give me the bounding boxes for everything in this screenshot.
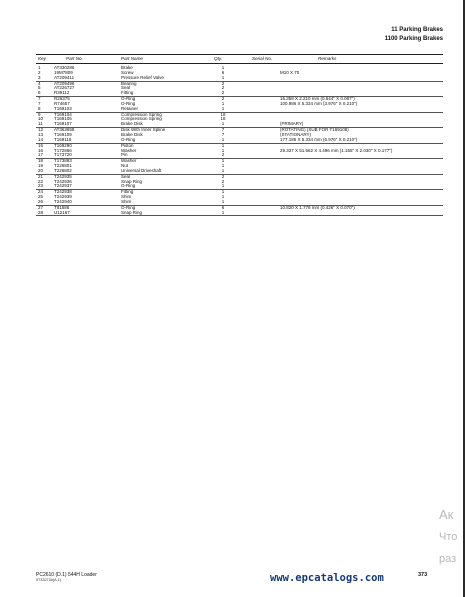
cell-key: 25 [38, 194, 44, 200]
parts-table [36, 66, 443, 216]
cell-key: 11 [38, 121, 43, 127]
cell-name: Snap Ring [121, 178, 143, 184]
cell-name: Fitting [121, 90, 134, 96]
section-title: 11 Parking Brakes [391, 27, 443, 33]
cell-name: O-Ring [121, 96, 136, 102]
row-group [36, 206, 443, 217]
cell-key: 13 [38, 131, 44, 137]
table-row [36, 76, 443, 81]
col-remarks: Remarks [318, 56, 337, 61]
row-group [36, 159, 443, 175]
header-rule-top [36, 54, 443, 55]
cell-part: T169105 [54, 116, 72, 122]
cell-part: R26375 [54, 96, 70, 102]
cell-name: Seal [121, 85, 131, 91]
cell-key: 27 [38, 204, 44, 210]
cell-qty: 2 [221, 173, 225, 179]
table-row [36, 169, 443, 174]
cell-name: Retainer [121, 105, 139, 111]
cell-name: Nut [121, 163, 129, 169]
cell-name: Pin [121, 152, 128, 158]
cell-part: T169104 [54, 111, 72, 117]
cell-part: T173720 [54, 152, 72, 158]
header-rule-bottom [36, 63, 443, 64]
cell-name: Fitting [121, 189, 134, 195]
row-group [36, 113, 443, 129]
cell-qty: 2 [221, 152, 225, 158]
cell-remarks: 177.185 X 5.334 mm (6.976" X 0.210") [280, 136, 358, 142]
cell-qty: 1 [221, 158, 225, 164]
cell-name: Pressure Relief Valve [121, 74, 164, 80]
col-key: Key [38, 56, 46, 61]
cell-qty: 18 [220, 116, 226, 122]
cell-key: 5 [38, 85, 41, 91]
cell-qty: 1 [221, 105, 225, 111]
cell-name: Brake [121, 65, 133, 70]
cell-part: T173893 [54, 158, 72, 164]
cell-name: O-Ring [121, 183, 136, 189]
os-overlay-line-2: Что [439, 531, 458, 543]
cell-name: Screw [121, 69, 134, 75]
cell-name: Piston [121, 142, 134, 148]
row-group [36, 144, 443, 160]
table-row [36, 91, 443, 96]
cell-qty: 1 [221, 136, 225, 142]
cell-qty: 2 [221, 90, 225, 96]
cell-qty: 6 [221, 204, 225, 210]
cell-qty: 1 [221, 209, 225, 215]
cell-name: O-Ring [121, 204, 136, 210]
cell-part: T169107 [54, 121, 72, 127]
cell-key: 22 [38, 178, 44, 184]
cell-name: O-Ring [121, 100, 136, 106]
cell-key: 3 [38, 74, 41, 80]
cell-part: AT209496 [54, 80, 75, 86]
cell-key: 24 [38, 189, 44, 195]
cell-part: T242939 [54, 194, 72, 200]
table-row [36, 211, 443, 216]
cell-name: Bearing [121, 80, 137, 86]
cell-remarks: 10.820 X 1.778 mm (0.426" X 0.070") [280, 204, 355, 210]
cell-part: R74657 [54, 100, 70, 106]
cell-key: 10 [38, 116, 44, 122]
cell-name: Disk With Inner Spline [121, 127, 166, 133]
cell-name: Brake Disk [121, 131, 143, 137]
cell-qty: 1 [221, 194, 225, 200]
cell-part: T226801 [54, 163, 72, 169]
cell-name: Washer [121, 158, 137, 164]
cell-key: 28 [38, 209, 44, 215]
cell-part: T169116 [54, 136, 72, 142]
cell-name: O-Ring [121, 136, 136, 142]
table-row [36, 107, 443, 112]
cell-qty: 1 [221, 65, 225, 70]
cell-part: U12167 [54, 209, 70, 215]
cell-qty: 1 [221, 163, 225, 169]
cell-name: Washer [121, 147, 137, 153]
cell-part: AT363658 [54, 127, 75, 133]
cell-name: Snap Ring [121, 209, 143, 215]
cell-name: Shim [121, 198, 132, 204]
cell-key: 20 [38, 167, 44, 173]
cell-key: 6 [38, 90, 41, 96]
cell-part: T242936 [54, 178, 72, 184]
cell-qty: 1 [221, 198, 225, 204]
cell-qty: 1 [221, 147, 225, 153]
cell-name: Brake Disk [121, 121, 143, 127]
cell-key: 23 [38, 183, 44, 189]
cell-qty: 2 [221, 85, 225, 91]
cell-part: AT330286 [54, 65, 75, 70]
cell-key: 17 [38, 152, 44, 158]
cell-part: T242940 [54, 198, 72, 204]
cell-part: AT209411 [54, 74, 75, 80]
cell-key: 21 [38, 173, 44, 179]
cell-qty: 1 [221, 121, 225, 127]
cell-part: 19M7809 [54, 69, 73, 75]
cell-qty: 1 [221, 74, 225, 80]
row-group [36, 128, 443, 144]
col-qty: Qty. [214, 56, 223, 61]
cell-key: 7 [38, 100, 41, 106]
cell-key: 2 [38, 69, 41, 75]
cell-qty: 2 [221, 80, 225, 86]
os-overlay-line-1: Ак [439, 507, 454, 522]
cell-qty: 1 [221, 189, 225, 195]
cell-qty: 2 [221, 178, 225, 184]
row-group [36, 97, 443, 113]
cell-name: Compression Spring [121, 116, 162, 122]
cell-qty: 1 [221, 100, 225, 106]
col-part-no: Part No. [66, 56, 83, 61]
cell-key: 12 [38, 127, 44, 133]
table-row [36, 153, 443, 158]
cell-name: Universal Driveshaft [121, 167, 162, 173]
cell-key: 19 [38, 163, 44, 169]
cell-remarks: 100.986 X 5.334 mm (3.976" X 0.210") [280, 100, 358, 106]
table-row [36, 138, 443, 143]
cell-key: 14 [38, 136, 44, 142]
cell-part: T172866 [54, 147, 72, 153]
cell-remarks: 29.337 X 51.562 X 4.496 mm (1.155" X 2.030" X 0.177") [280, 147, 393, 153]
cell-qty: 6 [221, 69, 225, 75]
cell-qty: 18 [220, 111, 226, 117]
cell-remarks: 16.358 X 2.210 mm (0.644" X 0.087") [280, 96, 355, 102]
table-row [36, 184, 443, 189]
cell-qty: 1 [221, 183, 225, 189]
cell-part: AT226727 [54, 85, 75, 91]
cell-part: T169103 [54, 105, 72, 111]
row-group [36, 82, 443, 98]
cell-part: R39112 [54, 90, 70, 96]
cell-key: 26 [38, 198, 44, 204]
cell-remarks: (ROTATING) (SUB FOR T169108) [280, 127, 349, 133]
cell-key: 7 [38, 96, 41, 102]
cell-remarks: (STATIONARY) [280, 131, 312, 137]
cell-qty: 2 [221, 96, 225, 102]
cell-part: T242938 [54, 189, 72, 195]
row-group [36, 66, 443, 82]
site-watermark: www.epcatalogs.com [270, 572, 384, 584]
cell-qty: 7 [221, 131, 225, 137]
cell-key: 9 [38, 111, 41, 117]
cell-part: T169109 [54, 131, 72, 137]
footer-doc-info: PC2610 (D.1) 544H Loader [36, 572, 97, 578]
section-header [385, 26, 443, 44]
cell-key: 16 [38, 147, 44, 153]
cell-part: T169290 [54, 142, 72, 148]
cell-key: 1 [38, 65, 41, 70]
subsection-title: 1100 Parking Brakes [384, 36, 443, 42]
cell-remarks: M10 X 70 [280, 69, 300, 75]
cell-qty: 1 [221, 167, 225, 173]
row-group [36, 190, 443, 206]
cell-qty: 7 [221, 127, 225, 133]
cell-part: T242937 [54, 183, 72, 189]
cell-name: Seal [121, 173, 131, 179]
row-group [36, 175, 443, 191]
cell-name: Shim [121, 194, 132, 200]
cell-part: T242935 [54, 173, 72, 179]
cell-key: 4 [38, 80, 41, 86]
cell-part: T81686 [54, 204, 70, 210]
cell-name: Compression Spring [121, 111, 162, 117]
cell-key: 18 [38, 158, 44, 164]
cell-qty: 1 [221, 142, 225, 148]
col-part-name: Part Name [121, 56, 143, 61]
table-row [36, 122, 443, 127]
cell-part: T226802 [54, 167, 72, 173]
col-serial-no: Serial No. [252, 56, 273, 61]
table-row [36, 200, 443, 205]
cell-remarks: (PRIMARY) [280, 121, 304, 127]
cell-key: 15 [38, 142, 44, 148]
footer-doc-code: 9733273#(A.1) [36, 578, 62, 582]
os-overlay-line-3: раз [439, 553, 457, 565]
cell-key: 8 [38, 105, 41, 111]
page-number: 373 [418, 572, 428, 578]
